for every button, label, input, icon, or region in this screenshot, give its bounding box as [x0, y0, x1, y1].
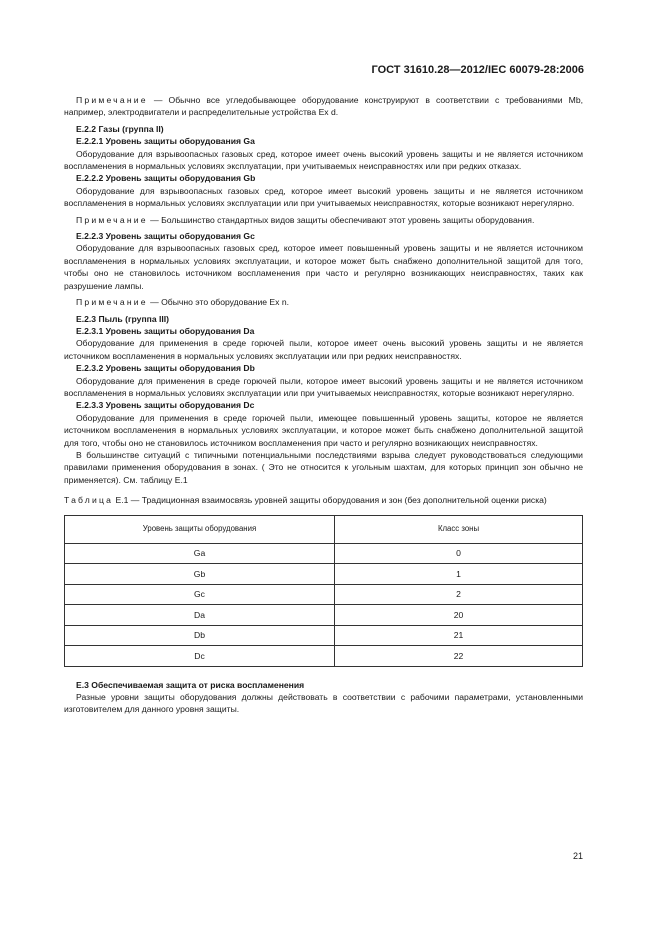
table-row	[65, 605, 583, 626]
table-row	[65, 543, 583, 564]
body-paragraph: Оборудование для применения в среде горючей пыли, которое имеет очень высокий уровень защиты и не является источником воспламенения в нормальных условиях эксплуатации или при редких неисправностях.	[64, 338, 583, 361]
subsection-heading: Е.2.2.3 Уровень защиты оборудования Gc	[76, 231, 255, 242]
document-body	[64, 94, 583, 716]
table-header-cell: Уровень защиты оборудования	[65, 515, 335, 543]
table-row	[65, 564, 583, 585]
section-heading: Е.2.3 Пыль (группа III)	[76, 313, 170, 324]
table-cell-level: Gc	[65, 584, 335, 605]
table-header-cell: Класс зоны	[335, 515, 583, 543]
document-header: ГОСТ 31610.28—2012/IEC 60079-28:2006	[371, 64, 584, 76]
subsection-heading: Е.2.2.2 Уровень защиты оборудования Gb	[76, 173, 256, 184]
table-cell-level: Gb	[65, 564, 335, 585]
table-cell-level: Ga	[65, 543, 335, 564]
body-paragraph: Оборудование для применения в среде горючей пыли, имеющее повышенный уровень защиты, которое не является источником воспламенения в нормальных условиях эксплуатации, и которое может быть снабжено дополнительной защитой для того, чтобы оно не становилось источником воспламенения при часто и регулярно возникающих неисправностях.	[64, 412, 583, 448]
note-label: Примечание	[76, 95, 148, 105]
note-paragraph	[64, 94, 583, 119]
table-header-row	[65, 515, 583, 543]
note-label: Примечание	[76, 214, 148, 225]
note-paragraph	[64, 296, 583, 308]
table-cell-level: Db	[65, 625, 335, 646]
table-row	[65, 646, 583, 667]
subsection-heading: Е.2.3.2 Уровень защиты оборудования Db	[76, 363, 255, 374]
zones-table	[64, 515, 583, 667]
page-number: 21	[572, 851, 583, 861]
subsection-heading: Е.2.3.1 Уровень защиты оборудования Da	[76, 325, 255, 336]
body-paragraph: Оборудование для взрывоопасных газовых сред, которое имеет повышенный уровень защиты и не является источником воспламенения в нормальных условиях эксплуатации, и которое может быть снабжено дополнительной защитой для того, чтобы оно не становилось источником воспламенения при часто и регулярно возникающих неисправностях, таких как разрушение лампы.	[64, 243, 583, 291]
note-text: — Обычно все угледобывающее оборудование конструируют в соответствии с требованиями Mb, например, электродвигатели и распределительные устройства Ex d.	[64, 95, 583, 118]
body-paragraph: Оборудование для взрывоопасных газовых сред, которое имеет очень высокий уровень защиты и не является источником воспламенения в нормальных условиях эксплуатации, при учитываемых неисправностях или при редких отказах.	[64, 148, 583, 172]
section-heading: Е.3 Обеспечиваемая защита от риска воспламенения	[76, 679, 305, 690]
body-paragraph: В большинстве ситуаций с типичными потенциальными последствиями взрыва следует руководствоваться следующими правилами применения оборудования в зонах. ( Это не относится к угольным шахтам, для которых принцип зон обычно не применяется). См. таблицу Е.1	[64, 449, 583, 485]
table-caption-label: Таблица	[64, 495, 114, 506]
section-heading: Е.2.2 Газы (группа II)	[76, 123, 164, 134]
subsection-heading: Е.2.3.3 Уровень защиты оборудования Dc	[76, 400, 255, 411]
table-cell-zone: 22	[335, 646, 583, 667]
subsection-heading: Е.2.2.1 Уровень защиты оборудования Ga	[76, 136, 255, 147]
body-paragraph: Оборудование для взрывоопасных газовых сред, которое имеет высокий уровень защиты и не является источником воспламенения в нормальных условиях эксплуатации или при учитываемых неисправностях, которые возникают нерегулярно.	[64, 185, 583, 209]
table-cell-zone: 2	[335, 584, 583, 605]
table-caption-text: Е.1 — Традиционная взаимосвязь уровней защиты оборудования и зон (без дополнительной оценки риска)	[113, 495, 547, 506]
table-cell-level: Dc	[65, 646, 335, 667]
table-cell-zone: 21	[335, 625, 583, 646]
note-paragraph	[64, 214, 583, 226]
table-cell-level: Da	[65, 605, 335, 626]
table-caption	[64, 494, 583, 506]
table-row	[65, 584, 583, 605]
table-cell-zone: 20	[335, 605, 583, 626]
body-paragraph: Разные уровни защиты оборудования должны действовать в соответствии с рабочими параметрами, установленными изготовителем для данного уровня защиты.	[64, 692, 583, 715]
note-text: — Большинство стандартных видов защиты обеспечивают этот уровень защиты оборудования.	[147, 214, 535, 225]
note-text: — Обычно это оборудование Ex n.	[147, 297, 290, 308]
table-cell-zone: 1	[335, 564, 583, 585]
note-label: Примечание	[76, 297, 148, 308]
table-cell-zone: 0	[335, 543, 583, 564]
table-row	[65, 625, 583, 646]
body-paragraph: Оборудование для применения в среде горючей пыли, которое имеет высокий уровень защиты и не является источником воспламенения в нормальных условиях эксплуатации или при учитываемых неисправностях, которые возникают нерегулярно.	[64, 375, 583, 398]
